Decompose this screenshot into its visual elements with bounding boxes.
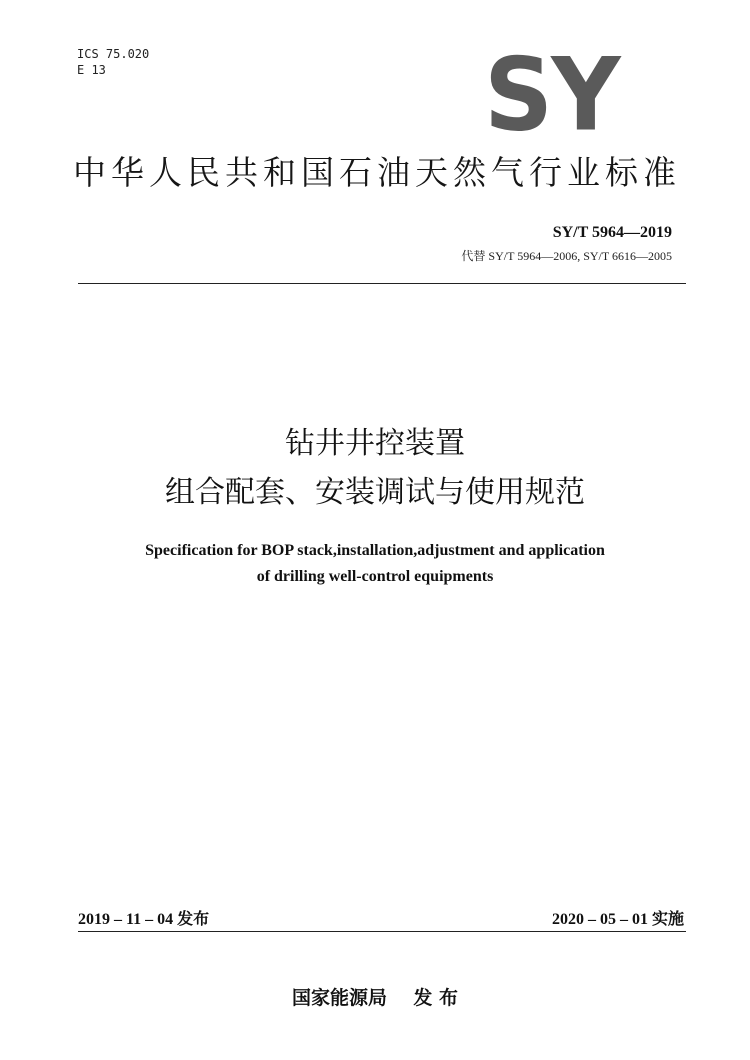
sy-logo: SY xyxy=(484,36,619,154)
english-title-line2: of drilling well-control equipments xyxy=(256,568,494,585)
replaces-standards: 代替 SY/T 5964—2006, SY/T 6616—2005 xyxy=(461,249,672,263)
publisher-line xyxy=(0,983,750,1010)
chinese-title-line1: 钻井井控装置 xyxy=(285,426,465,461)
standard-number: SY/T 5964—2019 xyxy=(552,224,672,241)
ics-code: ICS 75.020 xyxy=(77,47,150,61)
issue-date: 2019 – 11 – 04 发布 xyxy=(78,911,210,928)
footer-divider xyxy=(78,931,686,932)
classification-code: E 13 xyxy=(77,63,106,77)
chinese-title-line2: 组合配套、安装调试与使用规范 xyxy=(165,475,585,510)
classification-codes xyxy=(77,46,149,78)
header-divider xyxy=(78,283,686,284)
english-title-line1: Specification for BOP stack,installation,adjustment and application xyxy=(145,542,605,559)
implementation-date: 2020 – 05 – 01 实施 xyxy=(551,911,684,928)
industry-standard-title: 中华人民共和国石油天然气行业标准 xyxy=(73,153,681,192)
publisher-name: 国家能源局 xyxy=(291,987,387,1009)
publish-action: 发 布 xyxy=(413,987,459,1009)
